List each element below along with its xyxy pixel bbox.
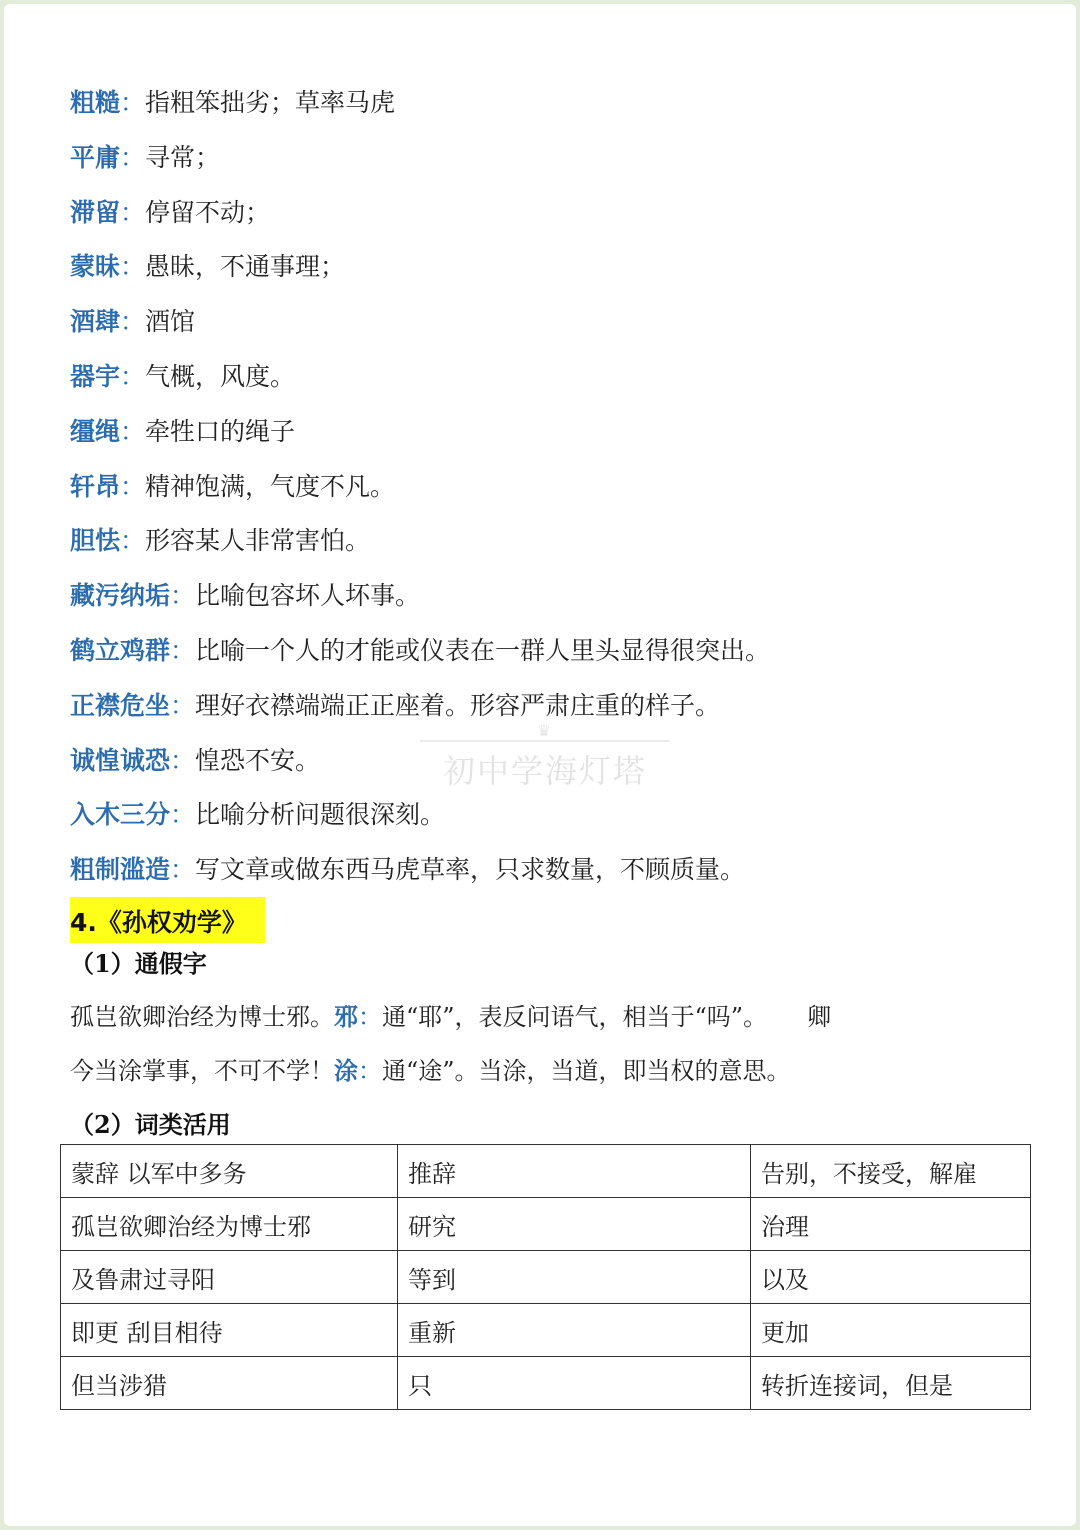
tongjia-item [70,1048,831,1102]
table-cell-other-meaning: 告别，不接受，解雇 [751,1145,1031,1198]
table-cell-other-meaning: 以及 [751,1251,1031,1304]
table-row [61,1145,1031,1198]
vocab-colon: ： [170,800,196,830]
vocab-item [70,135,770,190]
vocab-item [70,464,770,519]
vocab-item [70,190,770,245]
vocab-word: 粗制滥造 [70,855,171,885]
tongjia-char: 邪 [334,1002,358,1031]
vocab-word: 酒肆 [70,307,121,337]
cilei-table [60,1144,1031,1410]
section-title: 4.《孙权劝学》 [70,897,265,943]
table-cell-example: 孤岂欲卿治经为博士邪 [61,1198,398,1251]
tongjia-char: 涂 [334,1056,358,1085]
vocab-colon: ： [170,855,196,885]
vocab-word: 滞留 [70,197,121,227]
table-row [61,1198,1031,1251]
vocab-word: 入木三分 [70,800,171,830]
vocab-colon: ： [120,307,146,337]
tongjia-trailing-text: 卿 [807,1003,832,1031]
tongjia-explanation: 通“途”。当涂，当道，即当权的意思。 [382,1057,791,1085]
vocab-definition: 形容某人非常害怕。 [145,526,371,556]
table-cell-example: 及鲁肃过寻阳 [61,1251,398,1304]
vocab-colon: ： [120,142,146,172]
vocab-colon: ： [120,252,146,282]
vocab-word: 轩昂 [70,471,121,501]
tongjia-colon: ： [358,1003,382,1031]
table-cell-meaning: 重新 [398,1304,751,1357]
vocab-word: 藏污纳垢 [70,581,171,611]
table-cell-other-meaning: 更加 [751,1304,1031,1357]
table-cell-other-meaning: 治理 [751,1198,1031,1251]
vocab-colon: ： [120,88,146,117]
vocab-word: 缰绳 [70,416,121,446]
vocab-definition: 愚昧，不通事理； [145,252,346,282]
table-cell-other-meaning: 转折连接词，但是 [751,1357,1031,1410]
vocab-item [70,80,770,135]
table-cell-meaning: 推辞 [398,1145,751,1198]
vocab-word: 胆怯 [70,526,121,556]
vocab-item [70,847,770,902]
vocab-definition: 理好衣襟端端正正座着。形容严肃庄重的样子。 [195,690,721,720]
vocab-colon: ： [120,197,146,227]
vocab-colon: ： [170,635,196,665]
cilei-heading: （2）词类活用 [70,1110,231,1139]
table-cell-meaning: 只 [398,1357,751,1410]
vocab-item [70,518,770,573]
vocab-colon: ： [170,690,196,720]
table-cell-example: 但当涉猎 [61,1357,398,1410]
vocab-item [70,354,770,409]
table-row [61,1251,1031,1304]
vocab-definition: 比喻分析问题很深刻。 [195,800,446,830]
table-cell-example: 即更 刮目相待 [61,1304,398,1357]
vocab-word: 器宇 [70,361,121,391]
vocab-word: 蒙昧 [70,252,121,282]
vocab-definition: 气概，风度。 [145,361,296,391]
tongjia-list [70,994,831,1102]
vocab-definition: 精神饱满，气度不凡。 [145,471,396,501]
vocab-item [70,409,770,464]
table-cell-example: 蒙辞 以军中多务 [61,1145,398,1198]
vocab-definition: 惶恐不安。 [195,745,321,775]
watermark-rule [420,740,670,742]
tongjia-sentence: 孤岂欲卿治经为博士邪。 [70,1003,334,1031]
watermark [420,721,670,792]
vocab-definition: 停留不动； [145,197,271,227]
watermark-text: 初中学海灯塔 [442,752,647,790]
vocab-item [70,573,770,628]
table-row [61,1357,1031,1410]
vocab-colon: ： [120,471,146,501]
vocab-definition: 比喻包容坏人坏事。 [195,581,421,611]
vocab-colon: ： [120,526,146,556]
table-cell-meaning: 等到 [398,1251,751,1304]
vocab-definition: 指粗笨拙劣；草率马虎 [145,88,396,117]
vocab-colon: ： [120,416,146,446]
document-page [4,4,1076,1526]
vocab-word: 诚惶诚恐 [70,745,171,775]
vocab-definition: 比喻一个人的才能或仪表在一群人里头显得很突出。 [195,635,771,665]
vocab-definition: 寻常； [145,142,221,172]
vocab-definition: 写文章或做东西马虎草率，只求数量，不顾质量。 [195,855,746,885]
vocab-definition: 牵牲口的绳子 [145,416,296,446]
tongjia-item [70,994,831,1048]
crown-icon: ♛ [536,721,554,740]
tongjia-explanation: 通“耶”，表反问语气，相当于“吗”。 [382,1003,768,1031]
tongjia-heading: （1）通假字 [70,949,207,978]
tongjia-colon: ： [358,1057,382,1085]
table-cell-meaning: 研究 [398,1198,751,1251]
vocab-item [70,792,770,847]
vocab-colon: ： [170,745,196,775]
table-row [61,1304,1031,1357]
vocab-word: 正襟危坐 [70,690,171,720]
vocab-definition: 酒馆 [145,307,196,337]
vocab-item [70,299,770,354]
tongjia-sentence: 今当涂掌事，不可不学！ [70,1057,334,1085]
vocab-word: 粗糙 [70,88,121,117]
vocab-colon: ： [120,361,146,391]
vocab-word: 平庸 [70,142,121,172]
vocab-item [70,244,770,299]
vocab-word: 鹤立鸡群 [70,635,171,665]
vocab-colon: ： [170,581,196,611]
vocab-item [70,628,770,683]
